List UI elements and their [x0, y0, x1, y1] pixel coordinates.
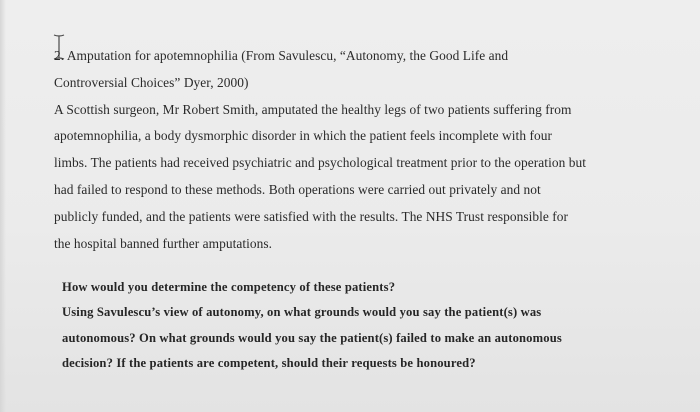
heading-line-1 — [54, 43, 664, 70]
question-line: decision? If the patients are competent, should their requests be honoured? — [62, 356, 476, 371]
case-description — [54, 43, 664, 257]
item-number: 2. — [54, 48, 65, 63]
body-line: apotemnophilia, a body dysmorphic disorder in which the patient feels incomplete with four — [54, 128, 552, 144]
question-line: autonomous? On what grounds would you say the patient(s) failed to make an autonomous — [62, 330, 562, 345]
body-line: the hospital banned further amputations. — [54, 235, 273, 251]
page-edge-shadow — [0, 0, 6, 412]
case-title: Amputation for apotemnophilia (From Savulescu, “Autonomy, the Good Life and — [66, 48, 509, 63]
heading-line-2: Controversial Choices” Dyer, 2000) — [54, 74, 249, 90]
body-line: A Scottish surgeon, Mr Robert Smith, amputated the healthy legs of two patients suffering from — [54, 101, 572, 117]
discussion-questions — [62, 275, 682, 377]
body-line: limbs. The patients had received psychiatric and psychological treatment prior to the operation but — [54, 155, 586, 171]
body-line: publicly funded, and the patients were satisfied with the results. The NHS Trust responsible for — [54, 208, 569, 224]
question-line: How would you determine the competency of these patients? — [62, 280, 396, 294]
body-line: had failed to respond to these methods. Both operations were carried out privately and not — [54, 181, 541, 197]
question-line: Using Savulescu’s view of autonomy, on what grounds would you say the patient(s) was — [62, 305, 542, 320]
